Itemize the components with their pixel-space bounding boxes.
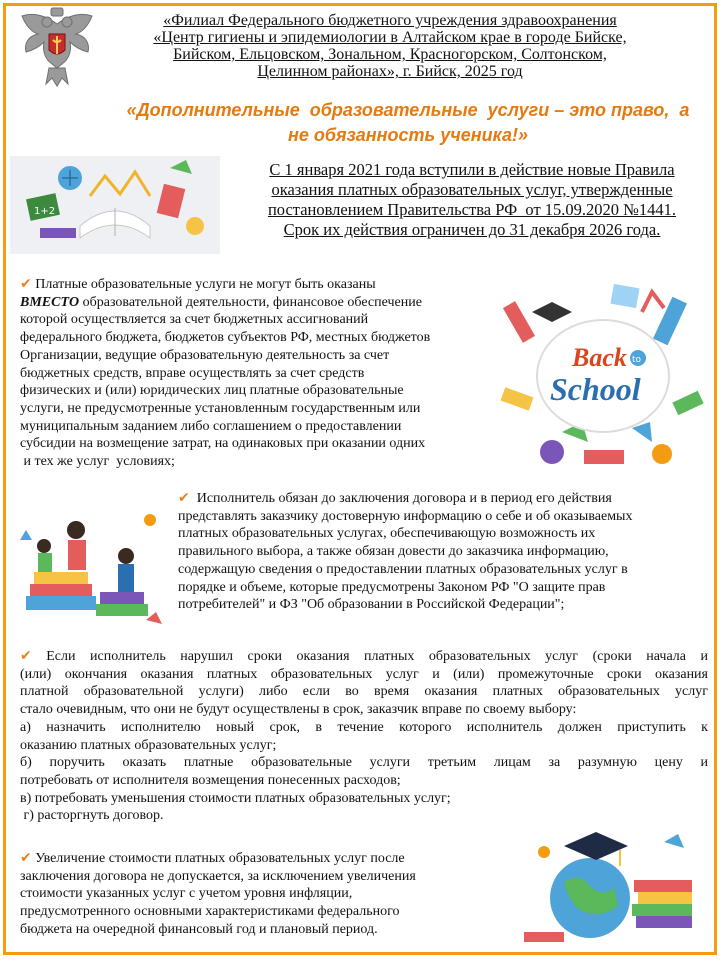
point1-emphasis: ВМЕСТО: [20, 294, 80, 310]
point1-line: услуги, не предусмотренные установленным государственным или: [20, 400, 421, 416]
point1-line: которой осуществляется за счет бюджетных ассигнований: [20, 312, 369, 328]
header-line: Целинном районах», г. Бийск, 2025 год: [257, 63, 523, 80]
point3-line: оказанию платных образовательных услуг;: [20, 737, 277, 753]
point4-line: бюджета на очередной финансовый год и плановый период.: [20, 921, 378, 937]
check-icon: ✔: [20, 648, 32, 664]
to-text: to: [632, 355, 642, 365]
point3-line: платной образовательной услуги) либо если во время оказания платных образовательных услуг: [20, 684, 708, 700]
point2-line: порядке и объеме, которые предусмотрены Законом РФ "О защите прав: [178, 579, 606, 595]
header-line: Бийском, Ельцовском, Зональном, Красногорском, Солтонском,: [173, 46, 607, 63]
check-icon: ✔: [20, 850, 32, 866]
back-to-school-illustration: [492, 272, 714, 480]
point1-line: бюджетных средств, вправе осуществлять за счет средств: [20, 365, 365, 381]
point1-line: федерального бюджета, бюджетов субъектов РФ, местных бюджетов: [20, 330, 431, 346]
point2-line: представлять заказчику достоверную информацию о себе и об оказываемых: [178, 508, 633, 524]
point2-line: правильного выбора, а также обязан довести до заказчика информацию,: [178, 544, 609, 560]
point1-line: Организации, ведущие образовательную деятельность за счет: [20, 347, 390, 363]
point1-line: физических и (или) юридических лиц платные образовательные: [20, 383, 404, 399]
point4-line: предусмотренного основными характеристиками федерального: [20, 904, 400, 920]
point1-line: и тех же услуг условиях;: [20, 454, 175, 470]
point3-line: (или) окончания оказания платных образовательных услуг и (или) промежуточные сроки оказания: [20, 666, 708, 682]
slogan: [118, 98, 698, 148]
graduation-illustration: [514, 822, 710, 954]
book-illustration: [10, 156, 220, 254]
slogan-line-1: «Дополнительные образовательные услуги – это право, а: [126, 100, 690, 120]
point4-line: Увеличение стоимости платных образовательных услуг после: [35, 851, 405, 866]
point1-line: субсидии на возмещение затрат, на одинаковых при оказании одних: [20, 436, 426, 452]
point3-line: г) расторгнуть договор.: [20, 808, 164, 824]
point2-line: Исполнитель обязан до заключения договора и в период его действия: [189, 491, 612, 506]
point2-line: потребителей" и ФЗ "Об образовании в Российской Федерации";: [178, 597, 565, 613]
header-line: «Филиал Федерального бюджетного учреждения здравоохранения: [163, 12, 617, 29]
point-1: [20, 276, 490, 471]
point2-line: содержащую сведения о предоставлении платных образовательных услуг в: [178, 561, 628, 577]
point1-line: образовательной деятельности, финансовое обеспечение: [79, 294, 422, 310]
point3-line: в) потребовать уменьшения стоимости платных образовательных услуг;: [20, 790, 451, 806]
point1-line: муниципальным заданием либо соглашением о предоставлении: [20, 418, 402, 434]
school-text: School: [550, 371, 641, 407]
point2-line: платных образовательных услугах, обеспечивающую возможность их: [178, 526, 596, 542]
notice-line: постановлением Правительства РФ от 15.09.2020 №1441.: [267, 200, 677, 219]
point-4: [20, 850, 490, 939]
back-text: Back: [572, 343, 627, 372]
point4-line: заключения договора не допускается, за исключением увеличения: [20, 868, 416, 884]
slogan-line-2: не обязанность ученика!»: [287, 125, 528, 145]
point3-line: б) поручить оказать платные образовательные услуги третьим лицам за разумную цену и: [20, 755, 708, 771]
notice-line: Срок их действия ограничен до 31 декабря 2026 года.: [283, 220, 661, 239]
students-illustration: [16, 500, 172, 636]
check-icon: ✔: [20, 276, 32, 292]
point1-line: Платные образовательные услуги не могут быть оказаны: [35, 277, 376, 292]
point3-line: стало очевидным, что они не будут осуществлены в срок, заказчик вправе по своему выбору:: [20, 702, 577, 718]
point3-line: потребовать от исполнителя возмещения понесенных расходов;: [20, 772, 401, 788]
point-2: [178, 490, 678, 614]
emblem-logo: [16, 6, 98, 90]
check-icon: ✔: [178, 490, 190, 506]
svg-text:1+2: 1+2: [34, 206, 56, 217]
header-line: «Центр гигиены и эпидемиологии в Алтайском крае в городе Бийске,: [153, 29, 627, 46]
point3-line: а) назначить исполнителю новый срок, в течение которого исполнитель должен приступить к: [20, 719, 708, 735]
point4-line: стоимости указанных услуг с учетом уровня инфляции,: [20, 886, 353, 902]
point3-line: Если исполнитель нарушил сроки оказания платных образовательных услуг (сроки начала и: [31, 649, 708, 664]
regulation-notice: [228, 160, 716, 240]
notice-line: С 1 января 2021 года вступили в действие новые Правила: [269, 160, 675, 179]
point-3: [20, 648, 708, 825]
header-title: [100, 12, 680, 80]
notice-line: оказания платных образовательных услуг, утвержденные: [271, 180, 673, 199]
